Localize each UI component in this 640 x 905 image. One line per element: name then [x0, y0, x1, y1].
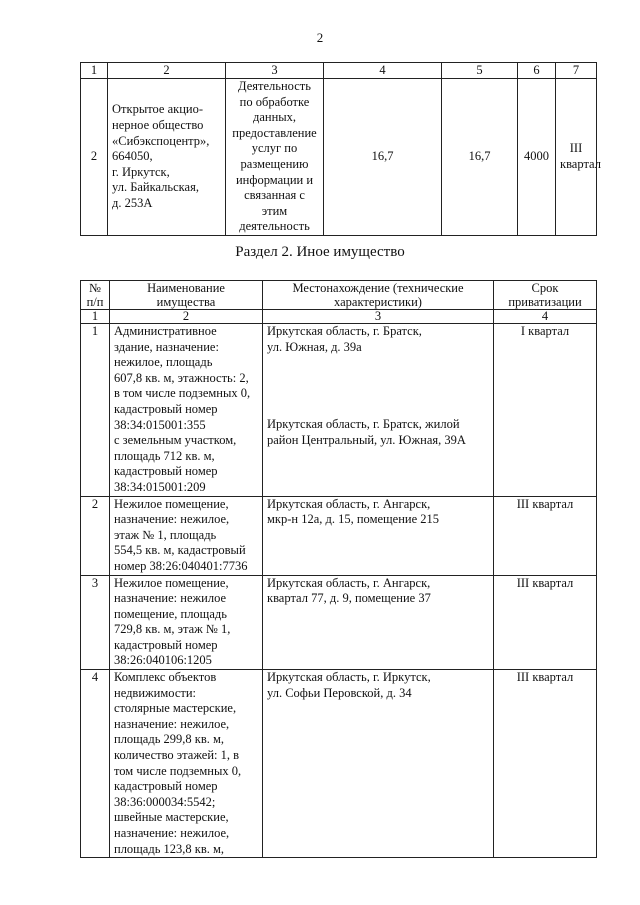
row-number: 1	[81, 324, 110, 497]
privatization-term: I квартал	[494, 324, 597, 497]
column-number-row	[81, 310, 597, 324]
property-name: Нежилое помещение, назначение: нежилое, этаж № 1, площадь 554,5 кв. м, кадастровый номер 38:26:040401:7736	[110, 496, 263, 575]
land-plot-location: Иркутская область, г. Братск, жилой район Центральный, ул. Южная, 39А	[267, 417, 466, 447]
section-title: Раздел 2. Иное имущество	[235, 244, 405, 260]
column-number: 3	[226, 63, 324, 79]
row-number: 3	[81, 575, 110, 670]
property-location: Иркутская область, г. Иркутск, ул. Софьи Перовской, д. 34	[263, 670, 494, 858]
column-number: 1	[81, 310, 110, 324]
building-location: Иркутская область, г. Братск, ул. Южная, д. 39а	[267, 324, 422, 354]
other-property-table	[80, 280, 597, 858]
table-continuation	[80, 62, 601, 236]
header-location: Местонахождение (технические характеристики)	[263, 281, 494, 310]
row-number: 2	[81, 496, 110, 575]
property-name: Нежилое помещение, назначение: нежилое помещение, площадь 729,8 кв. м, этаж № 1, кадастровый номер 38:26:040106:1205	[110, 575, 263, 670]
column-number: 7	[556, 63, 597, 79]
column-number: 6	[518, 63, 556, 79]
value-col4: 16,7	[324, 79, 442, 236]
land-plot-description: с земельным участком, площадь 712 кв. м, кадастровый номер 38:34:015001:209	[114, 433, 237, 494]
building-description: Административное здание, назначение: нежилое, площадь 607,8 кв. м, этажность: 2, в том числе подземных 0, кадастровый номер 38:34:015001:355	[114, 324, 251, 432]
header-name: Наименование имущества	[110, 281, 263, 310]
company-activity: Деятельность по обработке данных, предоставление услуг по размещению информации и связанная с этим деятельность	[226, 79, 324, 236]
row-number: 2	[81, 79, 108, 236]
property-location	[263, 324, 494, 497]
company-name: Открытое акцио- нерное общество «Сибэкспоцентр», 664050, г. Иркутск, ул. Байкальская, д. 253А	[108, 79, 226, 236]
table-row	[81, 670, 597, 858]
column-number: 1	[81, 63, 108, 79]
header-number: № п/п	[81, 281, 110, 310]
table-row	[81, 79, 597, 236]
header-term: Срок приватизации	[494, 281, 597, 310]
property-location: Иркутская область, г. Ангарск, квартал 77, д. 9, помещение 37	[263, 575, 494, 670]
column-number-row	[81, 63, 597, 79]
page-number: 2	[316, 30, 324, 45]
column-number: 3	[263, 310, 494, 324]
privatization-term: III квартал	[494, 670, 597, 858]
property-name: Комплекс объектов недвижимости: столярные мастерские, назначение: нежилое, площадь 299,8 кв. м, количество этажей: 1, в том числе подземных 0, кадастровый номер 38:36:000034:5542; швейные мастерские, назначение: нежилое, площадь 123,8 кв. м,	[110, 670, 263, 858]
column-number: 2	[110, 310, 263, 324]
table-row	[81, 496, 597, 575]
value-col5: 16,7	[442, 79, 518, 236]
table-row	[81, 324, 597, 497]
column-number: 5	[442, 63, 518, 79]
table-row	[81, 575, 597, 670]
privatization-term: III квартал	[494, 496, 597, 575]
row-number: 4	[81, 670, 110, 858]
header-row	[81, 281, 597, 310]
column-number: 2	[108, 63, 226, 79]
privatization-term: III квартал	[494, 575, 597, 670]
privatization-term: III квартал	[556, 79, 597, 236]
column-number: 4	[494, 310, 597, 324]
column-number: 4	[324, 63, 442, 79]
property-location: Иркутская область, г. Ангарск, мкр-н 12а, д. 15, помещение 215	[263, 496, 494, 575]
property-name	[110, 324, 263, 497]
value-col6: 4000	[518, 79, 556, 236]
